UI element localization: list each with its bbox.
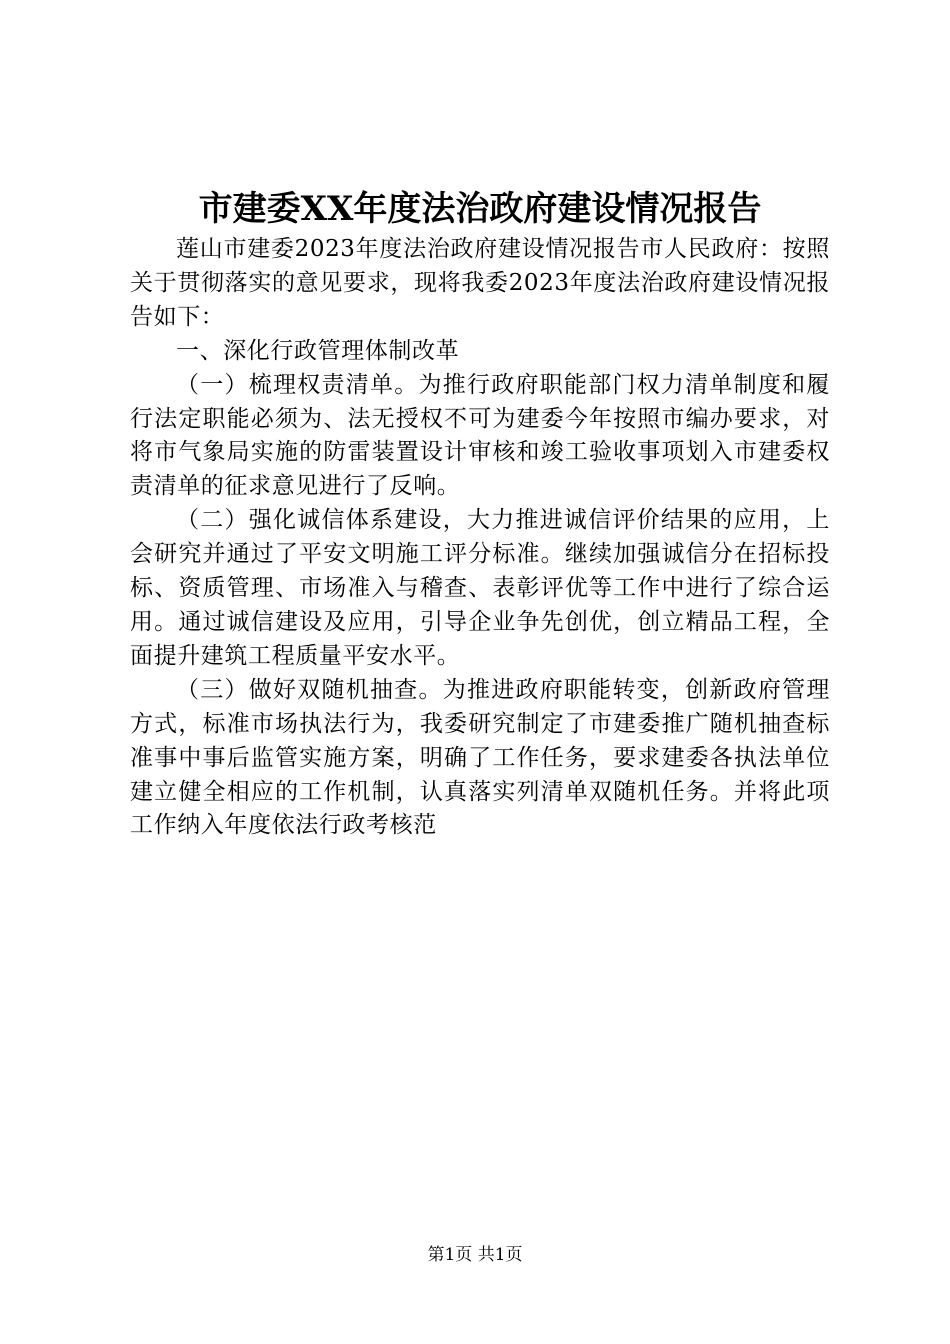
paragraph-item-1: （一）梳理权责清单。为推行政府职能部门权力清单制度和履行法定职能必须为、法无授权不可为建委今年按照市编办要求，对将市气象局实施的防雷装置设计审核和竣工验收事项划入市建委权责清单的征求意见进行了反响。: [130, 371, 830, 500]
intro-paragraph: 莲山市建委2023年度法治政府建设情况报告市人民政府：按照关于贯彻落实的意见要求，现将我委2023年度法治政府建设情况报告如下：: [130, 236, 830, 330]
document-title: 市建委XX年度法治政府建设情况报告: [198, 189, 762, 229]
paragraph-item-2: （二）强化诚信体系建设，大力推进诚信评价结果的应用，上会研究并通过了平安文明施工评分标准。继续加强诚信分在招标投标、资质管理、市场准入与稽查、表彰评优等工作中进行了综合运用。通过诚信建设及应用，引导企业争先创优，创立精品工程，全面提升建筑工程质量平安水平。: [130, 507, 830, 669]
page-footer: 第1页 共1页: [427, 1245, 523, 1265]
document-body: [130, 233, 830, 843]
section-heading: 一、深化行政管理体制改革: [176, 337, 460, 364]
paragraph-item-3: （三）做好双随机抽查。为推进政府职能转变，创新政府管理方式，标准市场执法行为，我委研究制定了市建委推广随机抽查标准事中事后监管实施方案，明确了工作任务，要求建委各执法单位建立健全相应的工作机制，认真落实列清单双随机任务。并将此项工作纳入年度依法行政考核范: [130, 676, 830, 839]
